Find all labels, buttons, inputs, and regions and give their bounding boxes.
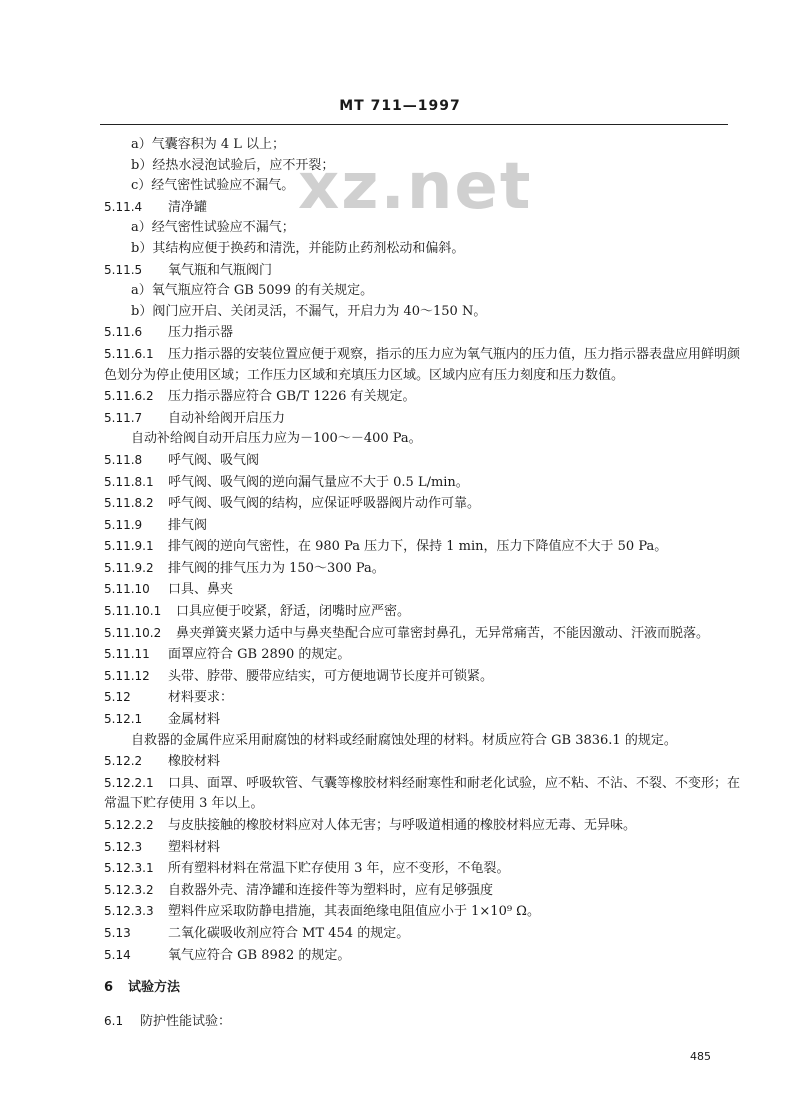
clause-line	[104, 408, 744, 430]
clause-line	[104, 901, 744, 923]
clause-number: 5.11.5	[104, 262, 143, 277]
clause-text: 清净罐	[168, 199, 208, 215]
clause-number: 5.12	[104, 690, 131, 705]
clause-line	[104, 515, 744, 537]
clause-number: 5.11.6.2	[104, 389, 154, 404]
clause-line	[104, 579, 744, 601]
section-number: 6	[104, 980, 114, 996]
clause-text: 自救器的金属件应采用耐腐蚀的材料或经耐腐蚀处理的材料。材质应符合 GB 3836.1 的规定。	[131, 732, 677, 748]
clause-number: 5.12.3.3	[104, 904, 154, 919]
clause-text: 压力指示器应符合 GB/T 1226 有关规定。	[168, 389, 416, 405]
clause-number: 5.11.10.2	[104, 625, 162, 640]
clause-line	[104, 815, 744, 837]
document-body	[104, 135, 744, 1032]
clause-line	[104, 880, 744, 902]
clause-number: 5.11.11	[104, 647, 150, 662]
clause-line	[104, 858, 744, 880]
clause-line	[104, 536, 744, 558]
clause-text: b）经热水浸泡试验后，应不开裂；	[131, 157, 335, 173]
clause-text: 自动补给阀自动开启压力应为－100～－400 Pa。	[131, 431, 422, 447]
clause-line	[104, 558, 744, 580]
clause-text: 氧气瓶和气瓶阀门	[168, 262, 273, 278]
clause-line	[104, 493, 744, 515]
clause-line	[104, 429, 744, 450]
clause-text: 压力指示器	[168, 325, 234, 341]
clause-line	[104, 450, 744, 472]
clause-text: 头带、脖带、腰带应结实，可方便地调节长度并可锁紧。	[168, 668, 494, 684]
clause-line	[104, 176, 744, 197]
clause-text: 排气阀的逆向气密性，在 980 Pa 压力下，保持 1 min，压力下降值应不大于 50 Pa。	[168, 539, 668, 555]
subsection-number: 6.1	[104, 1013, 124, 1028]
clause-line	[104, 687, 744, 709]
clause-text: 塑料件应采取防静电措施，其表面绝缘电阻值应小于 1×10⁹ Ω。	[168, 904, 540, 920]
clause-number: 5.11.4	[104, 199, 143, 214]
subsection-title: 防护性能试验：	[140, 1013, 232, 1029]
clause-text: 排气阀	[168, 517, 208, 533]
clause-line	[104, 923, 744, 945]
clause-text: 橡胶材料	[168, 754, 221, 770]
clause-number: 5.14	[104, 947, 131, 962]
clause-text: 口具、鼻夹	[168, 582, 234, 598]
clause-text: 呼气阀、吸气阀	[168, 452, 260, 468]
clause-text: b）阀门应开启、关闭灵活，不漏气，开启力为 40～150 N。	[131, 303, 487, 319]
clause-number: 5.12.3.1	[104, 861, 154, 876]
clause-line	[104, 302, 744, 323]
clause-number: 5.11.8.1	[104, 474, 154, 489]
clause-line	[104, 218, 744, 239]
clause-line	[104, 644, 744, 666]
clause-text: 与皮肤接触的橡胶材料应对人体无害；与呼吸道相通的橡胶材料应无毒、无异味。	[168, 818, 637, 833]
clause-number: 5.11.8.2	[104, 496, 154, 511]
clause-line	[104, 666, 744, 688]
clause-text: 鼻夹弹簧夹紧力适中与鼻夹垫配合应可靠密封鼻孔，无异常痛苦，不能因激动、汗液而脱落。	[176, 625, 710, 641]
clause-text: 金属材料	[168, 712, 221, 728]
clause-text: 所有塑料材料在常温下贮存使用 3 年，应不变形，不龟裂。	[168, 861, 510, 877]
clause-number: 5.11.6	[104, 325, 143, 340]
clause-text: c）经气密性试验应不漏气。	[131, 178, 295, 194]
clause-text: 口具应便于咬紧，舒适，闭嘴时应严密。	[176, 604, 411, 620]
clause-number: 5.12.3	[104, 839, 143, 854]
clause-number: 5.11.8	[104, 452, 143, 467]
clause-number: 5.13	[104, 925, 131, 940]
clause-number: 5.11.9.2	[104, 560, 154, 575]
section-title: 试验方法	[128, 980, 181, 996]
clause-text: 呼气阀、吸气阀的结构，应保证呼吸器阀片动作可靠。	[168, 496, 481, 512]
clause-number: 5.11.10	[104, 582, 150, 597]
clause-line	[104, 386, 744, 408]
clause-number: 5.12.2	[104, 754, 143, 769]
clause-text: a）气囊容积为 4 L 以上；	[131, 137, 286, 152]
clause-number: 5.12.2.1	[104, 775, 154, 790]
clause-line	[104, 945, 744, 967]
clause-number: 5.12.1	[104, 712, 143, 727]
clause-number: 5.12.3.2	[104, 882, 154, 897]
clause-line	[104, 197, 744, 219]
clause-line	[104, 731, 744, 752]
clause-text: 自救器外壳、清净罐和连接件等为塑料时，应有足够强度	[168, 882, 494, 898]
header-rule	[100, 124, 728, 125]
clause-text: 口具、面罩、呼吸软管、气囊等橡胶材料经耐寒性和耐老化试验，应不粘、不沾、不裂、不变形；在常温下贮存使用 3 年以上。	[104, 775, 741, 812]
clause-line	[104, 156, 744, 177]
page-number: 485	[690, 1050, 711, 1063]
clause-line	[104, 623, 744, 645]
clause-text: 材料要求：	[168, 690, 234, 706]
clause-line	[104, 751, 744, 773]
clause-number: 5.11.7	[104, 410, 143, 425]
watermark: xz.net	[298, 150, 533, 224]
section-heading	[104, 978, 744, 999]
clause-line	[104, 322, 744, 344]
clause-number: 5.11.12	[104, 668, 150, 683]
clause-line	[104, 260, 744, 282]
clause-line	[104, 135, 744, 156]
clause-number: 5.11.9	[104, 517, 143, 532]
clause-text: a）氧气瓶应符合 GB 5099 的有关规定。	[131, 283, 374, 299]
clause-text: b）其结构应便于换药和清洗，并能防止药剂松动和偏斜。	[131, 240, 465, 256]
clause-number: 5.11.9.1	[104, 539, 154, 554]
section-gap	[104, 966, 744, 978]
clause-line	[104, 773, 744, 815]
clause-text: a）经气密性试验应不漏气；	[131, 220, 295, 236]
clause-number: 5.12.2.2	[104, 818, 154, 832]
clause-text: 氧气应符合 GB 8982 的规定。	[168, 947, 351, 963]
clause-line	[104, 472, 744, 494]
clause-line	[104, 281, 744, 302]
clause-line	[104, 601, 744, 623]
section-gap	[104, 999, 744, 1011]
clause-number: 5.11.10.1	[104, 604, 162, 619]
clause-text: 二氧化碳吸收剂应符合 MT 454 的规定。	[168, 925, 410, 941]
page-header: MT 711—1997	[339, 98, 461, 114]
clause-text: 塑料材料	[168, 839, 221, 855]
clause-line	[104, 344, 744, 386]
clause-line	[104, 709, 744, 731]
clause-number: 5.11.6.1	[104, 346, 154, 361]
subsection-heading	[104, 1011, 744, 1033]
clause-text: 面罩应符合 GB 2890 的规定。	[168, 647, 351, 663]
clause-text: 呼气阀、吸气阀的逆向漏气量应不大于 0.5 L/min。	[168, 474, 469, 490]
clause-text: 自动补给阀开启压力	[168, 410, 286, 426]
clause-text: 压力指示器的安装位置应便于观察，指示的压力应为氧气瓶内的压力值，压力指示器表盘应用鲜明颜色划分为停止使用区域；工作压力区域和充填压力区域。区域内应有压力刻度和压力数值。	[104, 346, 741, 383]
clause-line	[104, 837, 744, 859]
clause-line	[104, 239, 744, 260]
clause-text: 排气阀的排气压力为 150～300 Pa。	[168, 560, 385, 576]
